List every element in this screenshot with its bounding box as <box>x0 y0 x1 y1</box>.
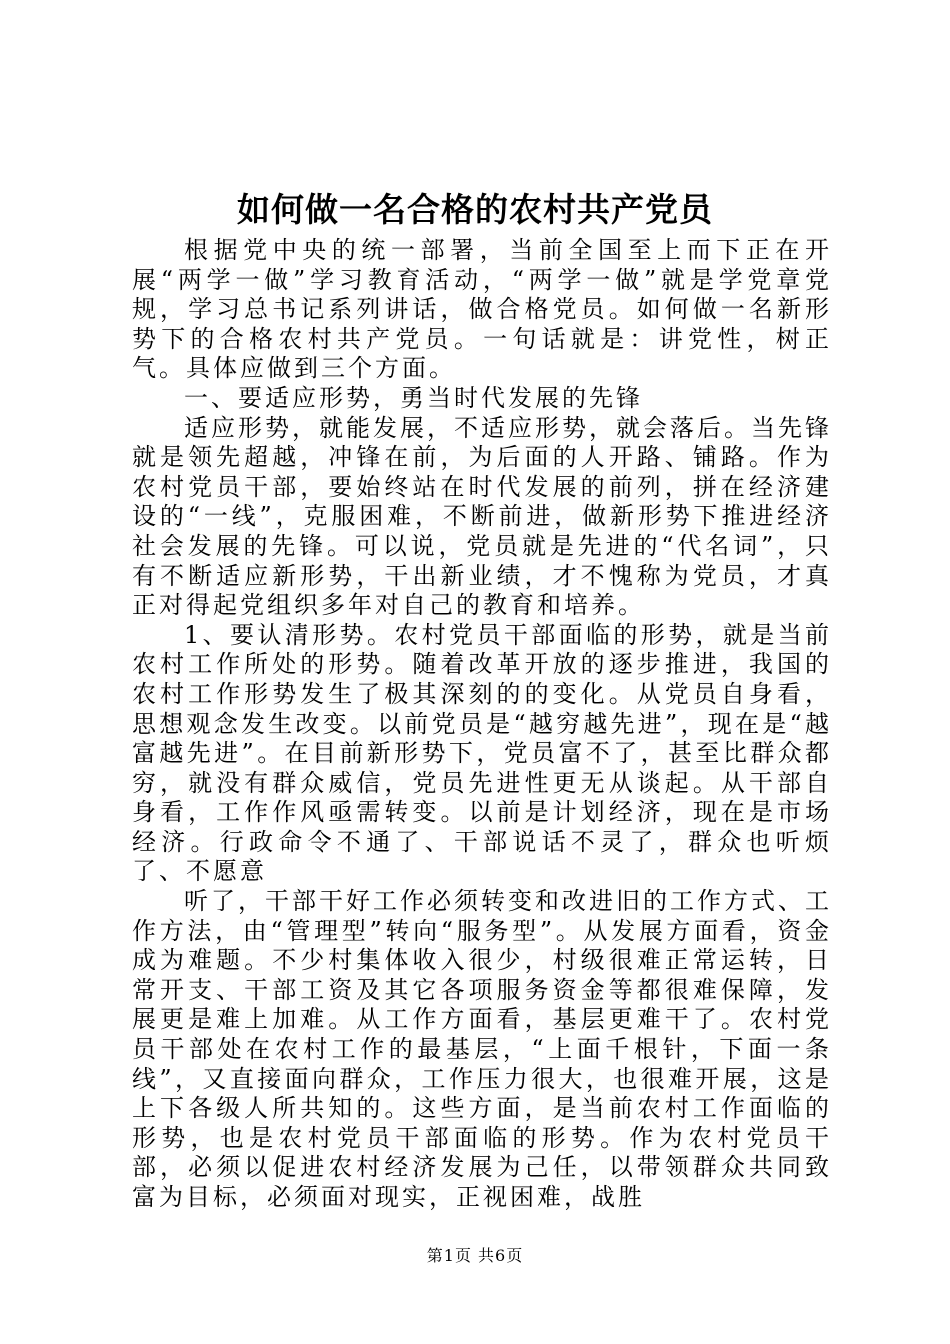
paragraph-section-1: 适应形势，就能发展，不适应形势，就会落后。当先锋就是领先超越，冲锋在前，为后面的人开路、铺路。作为农村党员干部，要始终站在时代发展的前列，拼在经济建设的“一线”，克服困难，不断前进，做新形势下推进经济社会发展的先锋。可以说，党员就是先进的“代名词”，只有不断适应新形势，干出新业绩，才不愧称为党员，才真正对得起党组织多年对自己的教育和培养。 <box>132 413 832 620</box>
paragraph-intro: 根据党中央的统一部署，当前全国至上而下正在开展“两学一做”学习教育活动，“两学一做”就是学党章党规，学习总书记系列讲话，做合格党员。如何做一名新形势下的合格农村共产党员。一句话就是：讲党性，树正气。具体应做到三个方面。 <box>132 236 832 383</box>
paragraph-point-1: 1、要认清形势。农村党员干部面临的形势，就是当前农村工作所处的形势。随着改革开放的逐步推进，我国的农村工作形势发生了极其深刻的的变化。从党员自身看，思想观念发生改变。以前党员是“越穷越先进”，现在是“越富越先进”。在目前新形势下，党员富不了，甚至比群众都穷，就没有群众威信，党员先进性更无从谈起。从干部自身看，工作作风亟需转变。以前是计划经济，现在是市场经济。行政命令不通了、干部说话不灵了，群众也听烦了、不愿意 <box>132 620 832 886</box>
document-title: 如何做一名合格的农村共产党员 <box>237 190 713 229</box>
section-heading-1: 一、要适应形势，勇当时代发展的先锋 <box>184 383 643 412</box>
document-body <box>132 236 832 1213</box>
paragraph-continuation: 听了，干部干好工作必须转变和改进旧的工作方式、工作方法，由“管理型”转向“服务型”。从发展方面看，资金成为难题。不少村集体收入很少，村级很难正常运转，日常开支、干部工资及其它各项服务资金等都很难保障，发展更是难上加难。从工作方面看，基层更难干了。农村党员干部处在农村工作的最基层，“上面千根针，下面一条线”，又直接面向群众，工作压力很大，也很难开展，这是上下各级人所共知的。这些方面，是当前农村工作面临的形势，也是农村党员干部面临的形势。作为农村党员干部，必须以促进农村经济发展为己任，以带领群众共同致富为目标，必须面对现实，正视困难，战胜 <box>132 887 832 1211</box>
page-footer: 第1页 共6页 <box>426 1246 524 1265</box>
